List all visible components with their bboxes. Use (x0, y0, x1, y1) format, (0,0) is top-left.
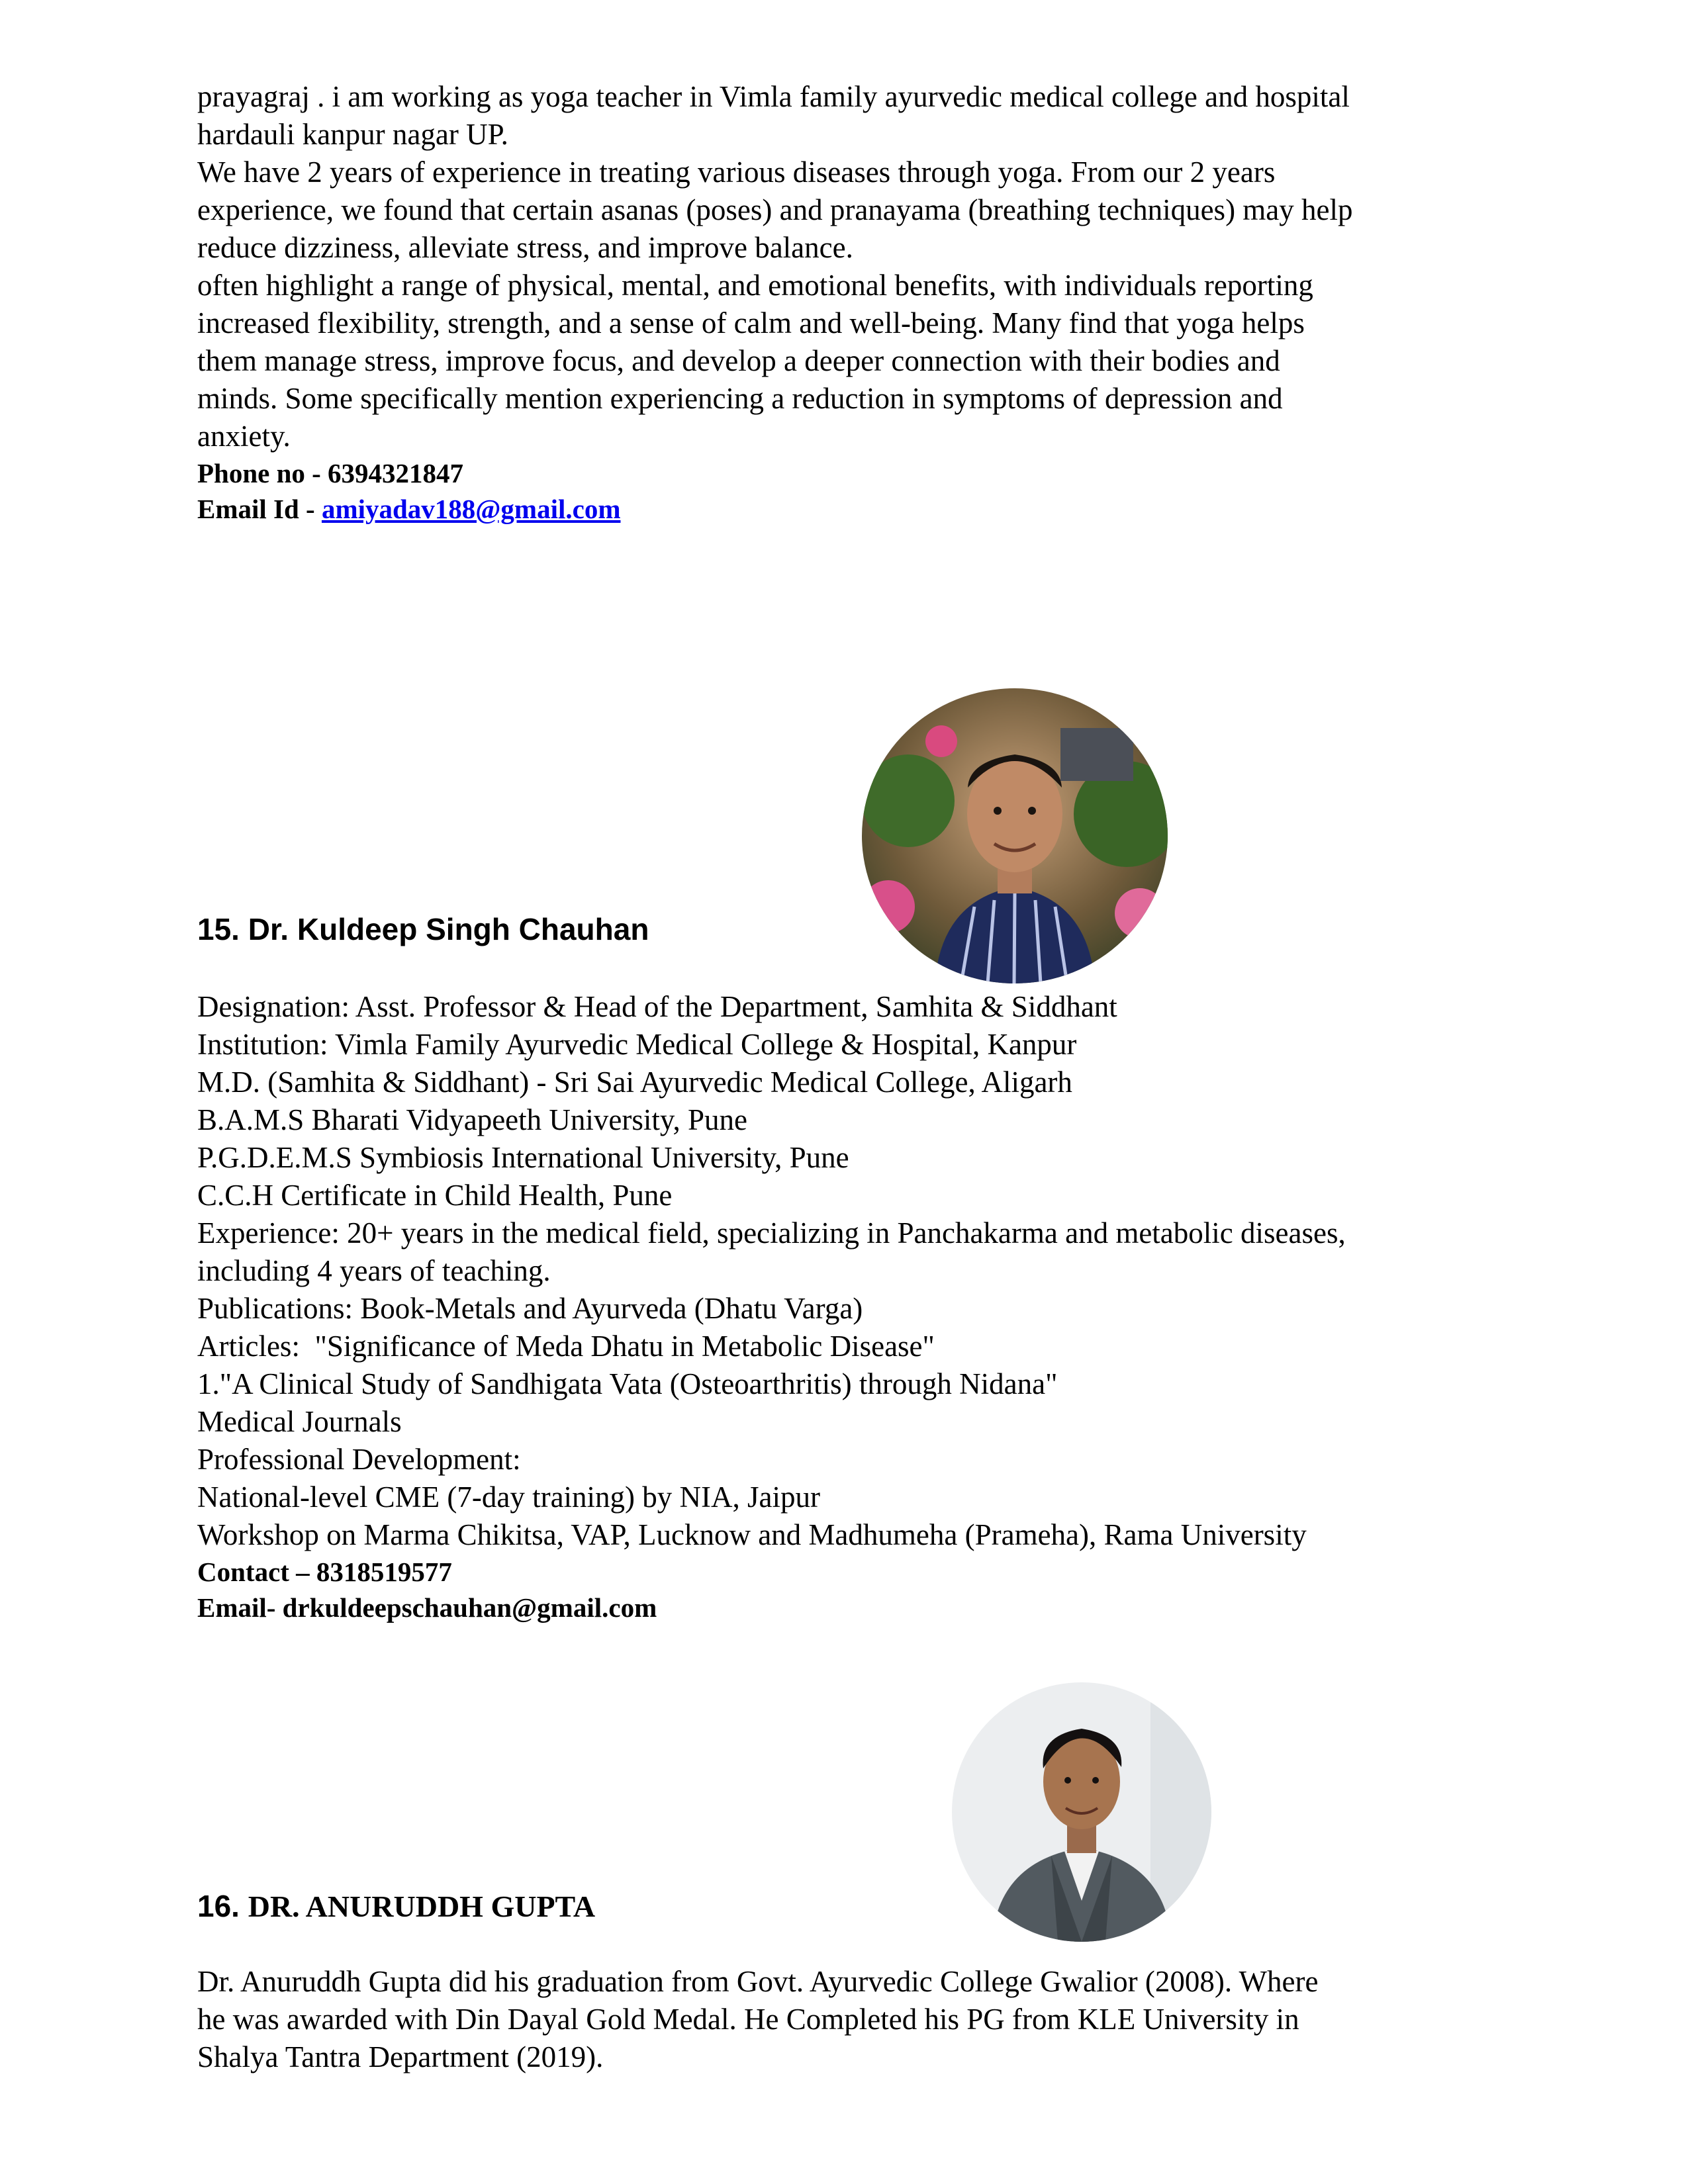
text-line: Publications: Book-Metals and Ayurveda (Dhatu Varga) (197, 1292, 863, 1325)
profile-15-email: Email- drkuldeepschauhan@gmail.com (197, 1592, 657, 1623)
text-line: B.A.M.S Bharati Vidyapeeth University, Pune (197, 1103, 747, 1136)
heading-16-number: 16. (197, 1889, 248, 1923)
profile-heading-15: 15. Dr. Kuldeep Singh Chauhan (197, 912, 649, 946)
text-line: Workshop on Marma Chikitsa, VAP, Lucknow and Madhumeha (Prameha), Rama University (197, 1518, 1307, 1551)
profile-16-lines (197, 1963, 1508, 2076)
text-line: We have 2 years of experience in treating various diseases through yoga. From our 2 years (197, 156, 1276, 189)
email-label: Email Id - (197, 494, 322, 524)
text-line: he was awarded with Din Dayal Gold Medal. He Completed his PG from KLE University in (197, 2003, 1299, 2036)
text-line: Experience: 20+ years in the medical field, specializing in Panchakarma and metabolic diseases, (197, 1216, 1346, 1250)
text-line: National-level CME (7-day training) by NIA, Jaipur (197, 1480, 821, 1514)
profile-details-15 (197, 988, 1508, 1625)
bio-paragraph (197, 78, 1508, 455)
text-line: prayagraj . i am working as yoga teacher in Vimla family ayurvedic medical college and hospital (197, 80, 1350, 113)
profile-photo-anuruddh (952, 1682, 1211, 1942)
text-line: M.D. (Samhita & Siddhant) - Sri Sai Ayurvedic Medical College, Aligarh (197, 1066, 1072, 1099)
text-line: Medical Journals (197, 1405, 402, 1438)
profile-heading-16 (197, 1888, 595, 1925)
email-line (197, 491, 1508, 527)
text-line: Designation: Asst. Professor & Head of the Department, Samhita & Siddhant (197, 990, 1117, 1023)
text-line: anxiety. (197, 420, 291, 453)
text-line: hardauli kanpur nagar UP. (197, 118, 508, 151)
text-line: Professional Development: (197, 1443, 521, 1476)
text-line: Shalya Tantra Department (2019). (197, 2040, 604, 2073)
text-line: Articles: "Significance of Meda Dhatu in Metabolic Disease" (197, 1330, 935, 1363)
email-link[interactable]: amiyadav188@gmail.com (321, 494, 621, 524)
heading-16-name: DR. ANURUDDH GUPTA (248, 1889, 596, 1923)
profile-15-lines (197, 988, 1508, 1554)
text-line: including 4 years of teaching. (197, 1254, 551, 1287)
text-line: minds. Some specifically mention experiencing a reduction in symptoms of depression and (197, 382, 1283, 415)
text-line: C.C.H Certificate in Child Health, Pune (197, 1179, 673, 1212)
profile-photo-kuldeep (862, 688, 1168, 983)
text-line: reduce dizziness, alleviate stress, and improve balance. (197, 231, 853, 264)
text-line: increased flexibility, strength, and a sense of calm and well-being. Many find that yoga helps (197, 306, 1305, 340)
photo-portrait-1 (862, 688, 1168, 983)
phone-number: Phone no - 6394321847 (197, 458, 464, 488)
text-line: Institution: Vimla Family Ayurvedic Medical College & Hospital, Kanpur (197, 1028, 1077, 1061)
photo-portrait-2 (952, 1682, 1211, 1942)
text-line: Dr. Anuruddh Gupta did his graduation from Govt. Ayurvedic College Gwalior (2008). Where (197, 1965, 1319, 1998)
text-line: 1."A Clinical Study of Sandhigata Vata (Osteoarthritis) through Nidana" (197, 1367, 1058, 1400)
contact-number: Contact – 8318519577 (197, 1557, 452, 1587)
text-line: them manage stress, improve focus, and develop a deeper connection with their bodies and (197, 344, 1280, 377)
text-line: often highlight a range of physical, mental, and emotional benefits, with individuals reporting (197, 269, 1313, 302)
text-line: P.G.D.E.M.S Symbiosis International University, Pune (197, 1141, 849, 1174)
yoga-teacher-bio (197, 78, 1508, 527)
profile-details-16 (197, 1963, 1508, 2076)
text-line: experience, we found that certain asanas (poses) and pranayama (breathing techniques) may help (197, 193, 1353, 226)
